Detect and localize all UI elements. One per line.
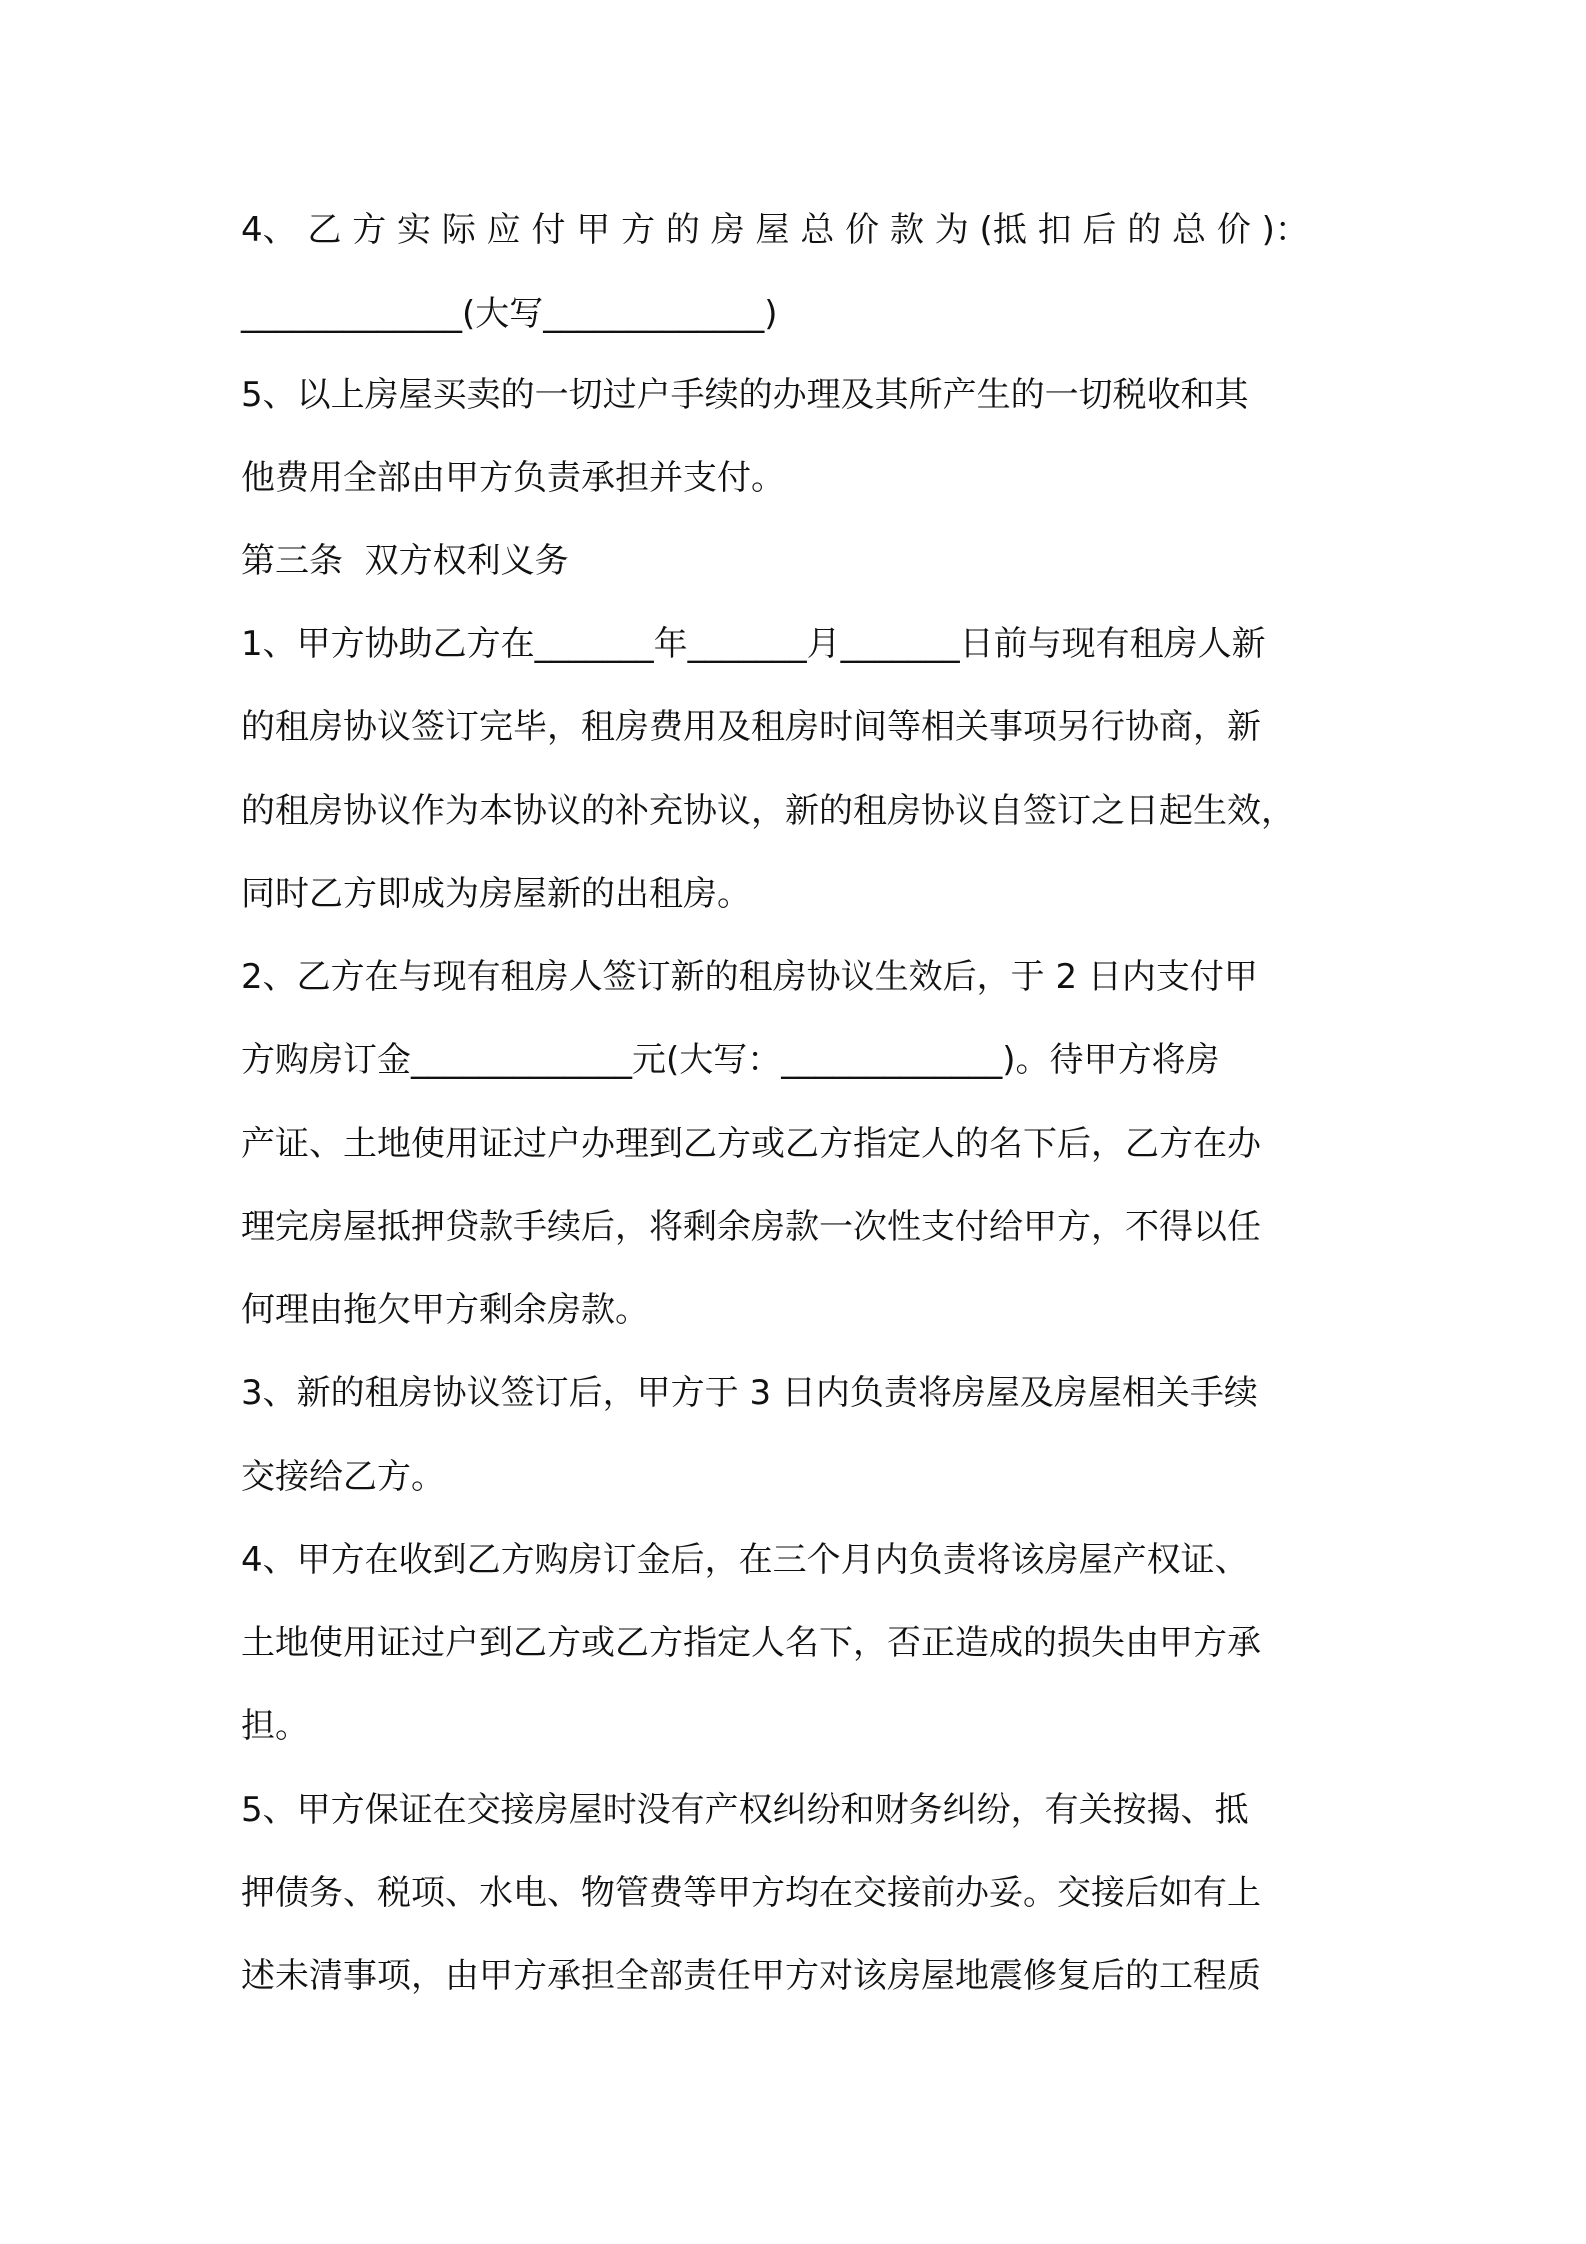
clause-3-1-line-2: 的租房协议签订完毕，租房费用及租房时间等相关事项另行协商，新 xyxy=(241,707,1261,747)
clause-3-4-line-3: 担。 xyxy=(241,1706,309,1746)
clause-3-2-line-3: 产证、土地使用证过户办理到乙方或乙方指定人的名下后，乙方在办 xyxy=(241,1124,1261,1164)
clause-3-1-line-1: 1、甲方协助乙方在_______年_______月_______日前与现有租房人新 xyxy=(241,624,1266,664)
clause-2-4-line-2: _____________(大写_____________) xyxy=(241,294,778,334)
clause-2-5-line-1: 5、以上房屋买卖的一切过户手续的办理及其所产生的一切税收和其 xyxy=(241,375,1249,415)
clause-3-3-line-2: 交接给乙方。 xyxy=(241,1457,445,1497)
clause-3-1-line-4: 同时乙方即成为房屋新的出租房。 xyxy=(241,874,751,914)
clause-2-4-line-1: 4、 乙 方 实 际 应 付 甲 方 的 房 屋 总 价 款 为 (抵 扣 后 的 总 价 )： xyxy=(241,210,1309,250)
clause-3-2-line-4: 理完房屋抵押贷款手续后，将剩余房款一次性支付给甲方，不得以任 xyxy=(241,1207,1261,1247)
clause-3-2-line-2: 方购房订金_____________元(大写：_____________)。待甲方将房 xyxy=(241,1040,1220,1080)
clause-3-5-line-2: 押债务、税项、水电、物管费等甲方均在交接前办妥。交接后如有上 xyxy=(241,1873,1261,1913)
clause-3-1-line-3: 的租房协议作为本协议的补充协议，新的租房协议自签订之日起生效， xyxy=(241,791,1295,831)
clause-3-4-line-2: 土地使用证过户到乙方或乙方指定人名下，否正造成的损失由甲方承 xyxy=(241,1623,1261,1663)
clause-3-5-line-1: 5、甲方保证在交接房屋时没有产权纠纷和财务纠纷，有关按揭、抵 xyxy=(241,1790,1249,1830)
clause-3-4-line-1: 4、甲方在收到乙方购房订金后，在三个月内负责将该房屋产权证、 xyxy=(241,1540,1249,1580)
clause-2-5-line-2: 他费用全部由甲方负责承担并支付。 xyxy=(241,458,785,498)
clause-3-3-line-1: 3、新的租房协议签订后，甲方于 3 日内负责将房屋及房屋相关手续 xyxy=(241,1373,1258,1413)
clause-3-2-line-1: 2、乙方在与现有租房人签订新的租房协议生效后，于 2 日内支付甲 xyxy=(241,957,1258,997)
section-title-article-3: 第三条 双方权利义务 xyxy=(241,541,569,581)
clause-3-2-line-5: 何理由拖欠甲方剩余房款。 xyxy=(241,1290,649,1330)
clause-3-5-line-3: 述未清事项，由甲方承担全部责任甲方对该房屋地震修复后的工程质 xyxy=(241,1956,1261,1996)
